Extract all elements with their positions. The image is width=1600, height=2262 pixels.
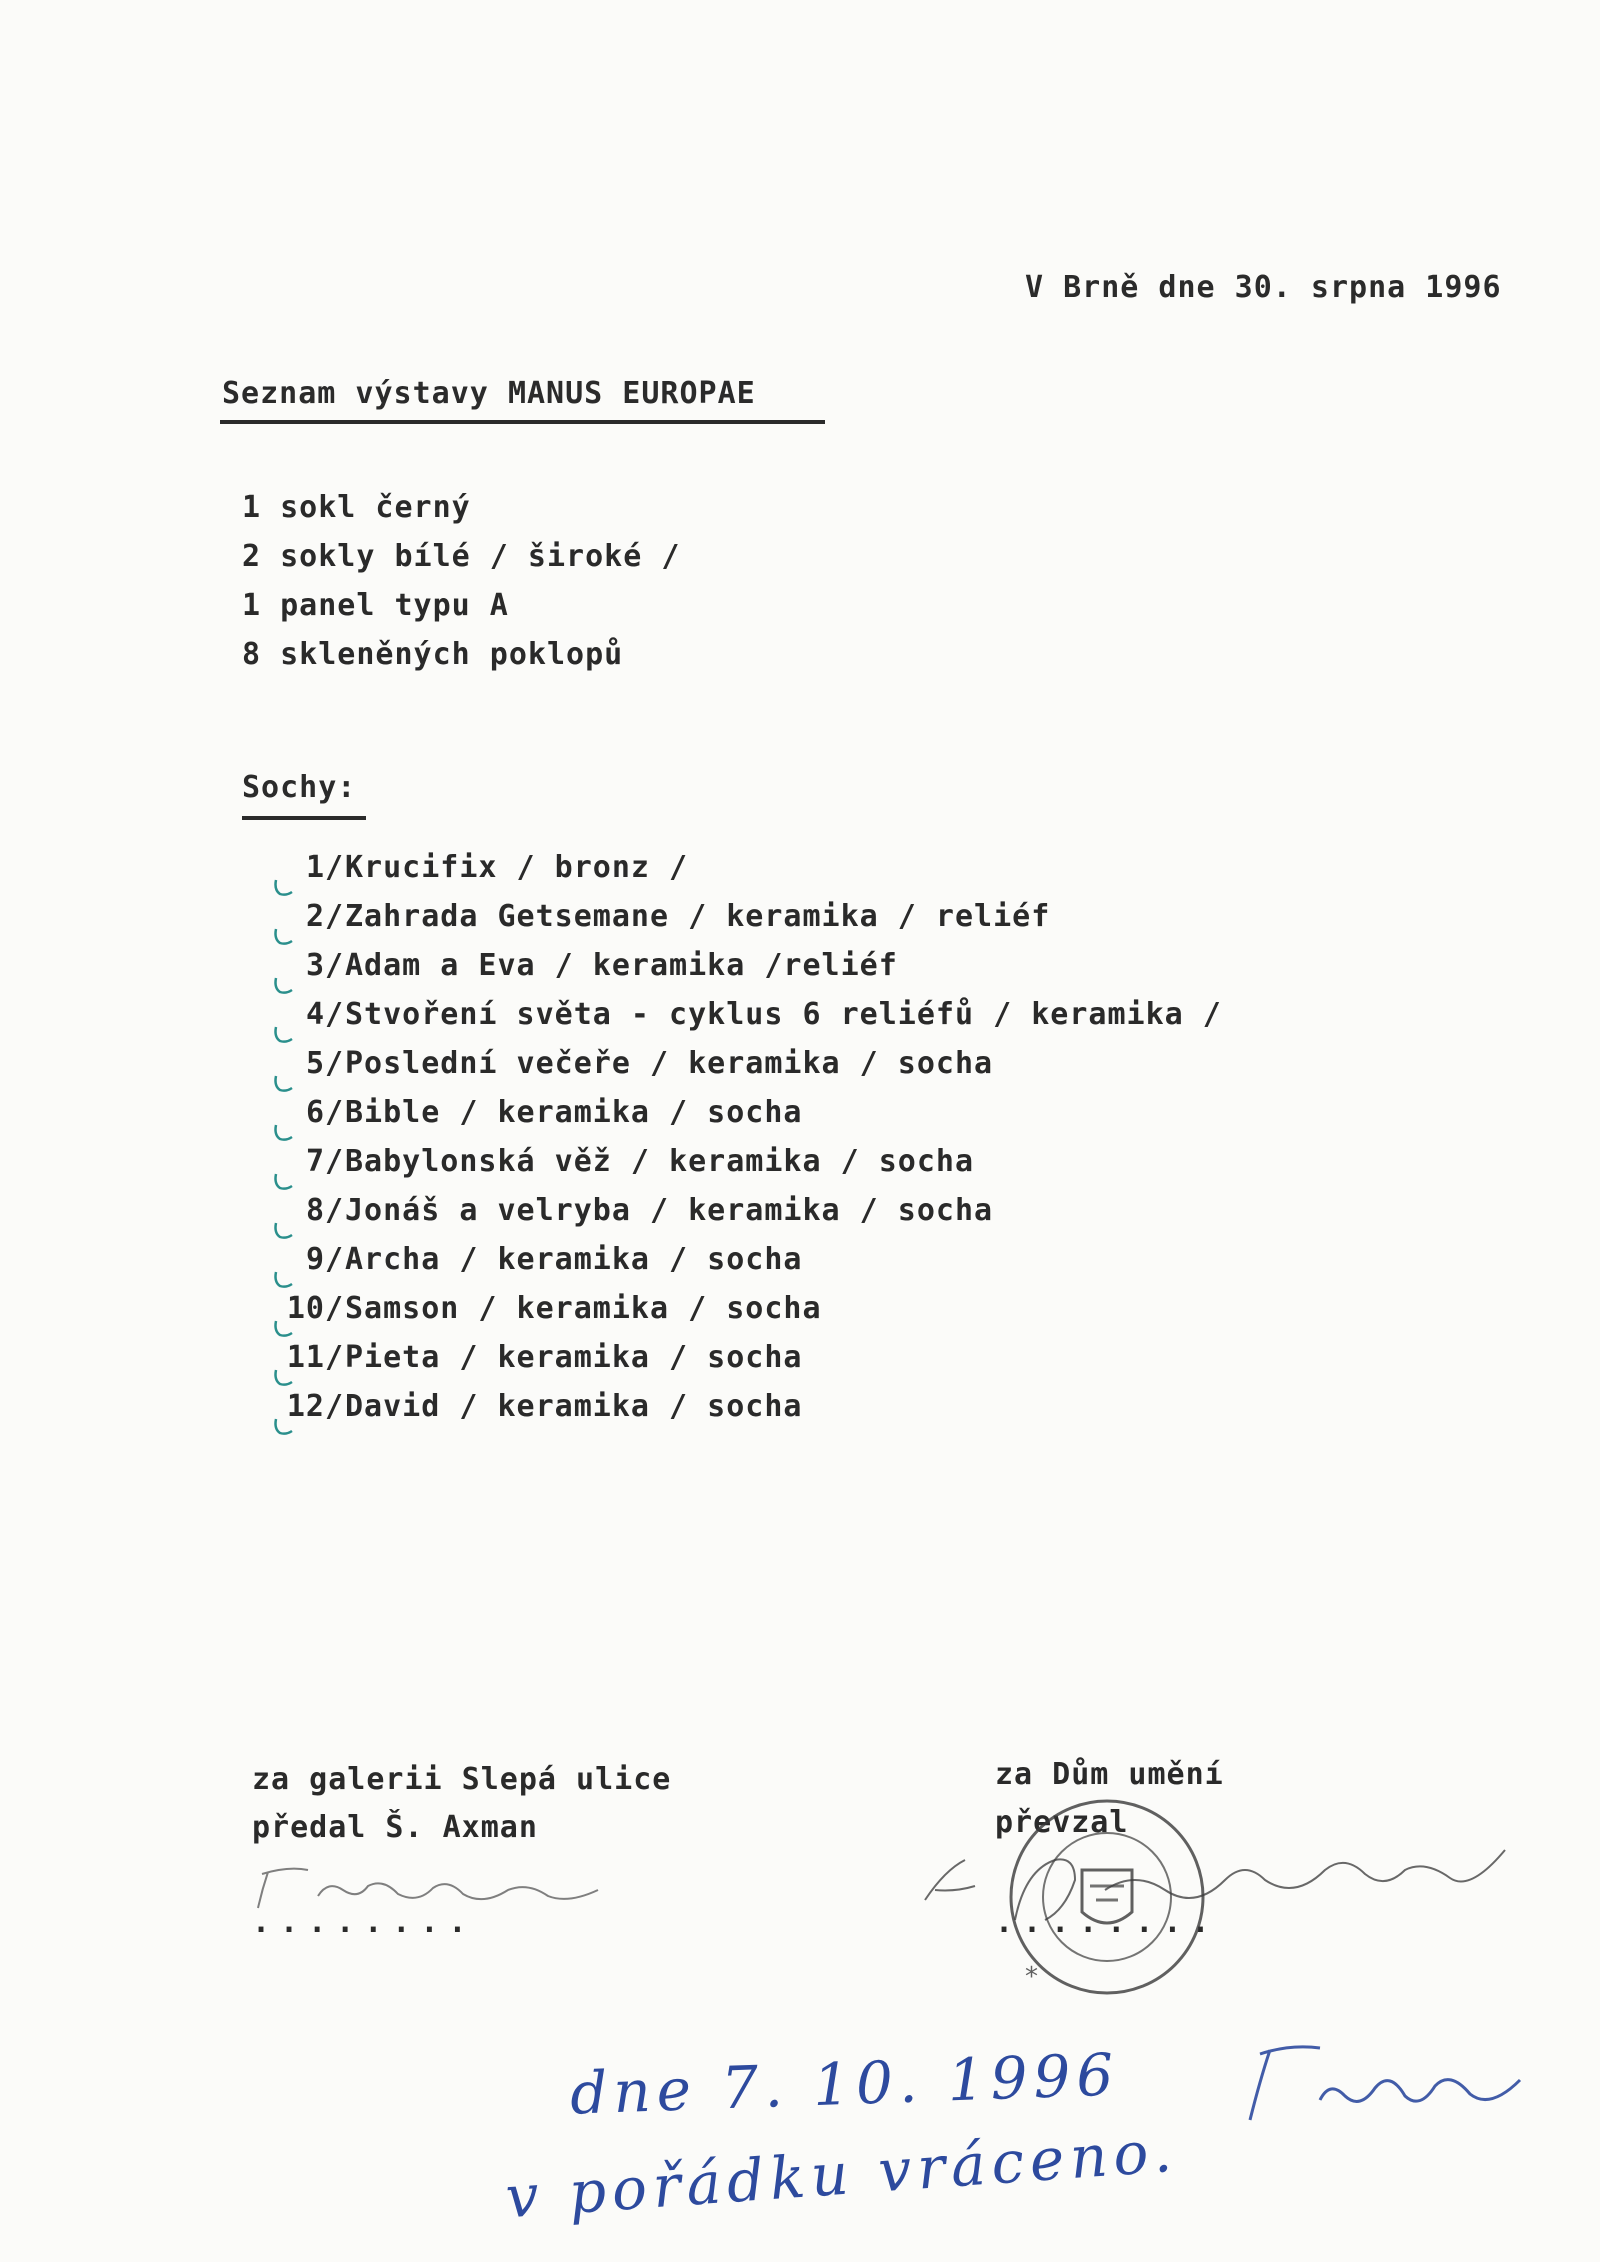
check-mark-icon (272, 1072, 294, 1096)
received-by-label: převzal (995, 1805, 1129, 1840)
exhibition-name: MANUS EUROPAE (507, 376, 756, 411)
item-separator: / (325, 1389, 345, 1424)
signature-line-left: ........ (252, 1905, 477, 1940)
sculpture-item (260, 899, 1222, 948)
item-number: 12 (286, 1389, 325, 1424)
check-mark-icon (272, 1415, 294, 1439)
item-separator: / (325, 1193, 345, 1228)
item-number: 9 (305, 1242, 325, 1277)
check-mark-icon (272, 1268, 294, 1292)
sculpture-item (260, 1340, 1222, 1389)
item-number: 8 (305, 1193, 325, 1228)
item-text: Bible / keramika / socha (345, 1095, 803, 1130)
equipment-list (242, 490, 680, 686)
item-number: 11 (286, 1340, 325, 1375)
item-text: Jonáš a velryba / keramika / socha (345, 1193, 994, 1228)
sculpture-item (260, 1095, 1222, 1144)
sculpture-item (260, 1291, 1222, 1340)
item-number: 3 (305, 948, 325, 983)
item-text: Stvoření světa - cyklus 6 reliéfů / keramika / (345, 997, 1222, 1032)
equipment-item: 1 panel typu A (242, 588, 509, 623)
sculpture-item (260, 1389, 1222, 1438)
sculpture-list (260, 850, 1222, 1438)
equipment-item: 8 skleněných poklopů (242, 637, 624, 672)
item-separator: / (325, 899, 345, 934)
official-stamp (1000, 1790, 1215, 2005)
sculpture-item (260, 1144, 1222, 1193)
item-number: 4 (305, 997, 325, 1032)
item-separator: / (325, 1340, 345, 1375)
sculpture-item (260, 948, 1222, 997)
sculptures-heading: Sochy: (242, 770, 357, 805)
handwritten-note: v pořádku vráceno. (503, 2116, 1180, 2232)
handwritten-date: dne 7. 10. 1996 (568, 2040, 1121, 2128)
received-for-label: za Dům umění (995, 1757, 1224, 1792)
title-underline (220, 420, 825, 424)
sculpture-item (260, 1242, 1222, 1291)
sculpture-item (260, 1193, 1222, 1242)
sculpture-item (260, 1046, 1222, 1095)
item-separator: / (325, 850, 345, 885)
item-number: 7 (305, 1144, 325, 1179)
check-mark-icon (272, 925, 294, 949)
document-title (222, 376, 756, 411)
check-mark-icon (272, 1366, 294, 1390)
item-separator: / (325, 1095, 345, 1130)
item-number: 1 (305, 850, 325, 885)
item-separator: / (325, 948, 345, 983)
item-text: David / keramika / socha (345, 1389, 803, 1424)
item-number: 6 (305, 1095, 325, 1130)
handwritten-signature-bottom (1230, 2040, 1550, 2130)
check-mark-icon (272, 1170, 294, 1194)
item-text: Samson / keramika / socha (345, 1291, 822, 1326)
signature-line-right: ........ (995, 1905, 1220, 1940)
item-text: Poslední večeře / keramika / socha (345, 1046, 994, 1081)
check-mark-icon (272, 1317, 294, 1341)
check-mark-icon (272, 1219, 294, 1243)
sculpture-item (260, 850, 1222, 899)
sculpture-item (260, 997, 1222, 1046)
item-number: 5 (305, 1046, 325, 1081)
equipment-item: 1 sokl černý (242, 490, 471, 525)
check-mark-icon (272, 974, 294, 998)
svg-text:*: * (1025, 1962, 1038, 1992)
document-date: V Brně dne 30. srpna 1996 (1025, 270, 1502, 305)
item-text: Adam a Eva / keramika /reliéf (345, 948, 898, 983)
item-text: Krucifix / bronz / (345, 850, 689, 885)
title-prefix: Seznam výstavy (222, 376, 489, 411)
item-number: 2 (305, 899, 325, 934)
item-separator: / (325, 1242, 345, 1277)
item-text: Pieta / keramika / socha (345, 1340, 803, 1375)
handover-by-label: předal Š. Axman (252, 1810, 538, 1845)
handover-from-label: za galerii Slepá ulice (252, 1762, 672, 1797)
check-mark-icon (272, 1121, 294, 1145)
item-separator: / (325, 1291, 345, 1326)
check-mark-icon (272, 1023, 294, 1047)
item-text: Zahrada Getsemane / keramika / reliéf (345, 899, 1051, 934)
sculptures-heading-underline (242, 816, 366, 820)
item-separator: / (325, 1144, 345, 1179)
check-mark-icon (272, 876, 294, 900)
item-number: 10 (286, 1291, 325, 1326)
item-text: Archa / keramika / socha (345, 1242, 803, 1277)
item-separator: / (325, 997, 345, 1032)
item-separator: / (325, 1046, 345, 1081)
item-text: Babylonská věž / keramika / socha (345, 1144, 975, 1179)
equipment-item: 2 sokly bílé / široké / (242, 539, 681, 574)
